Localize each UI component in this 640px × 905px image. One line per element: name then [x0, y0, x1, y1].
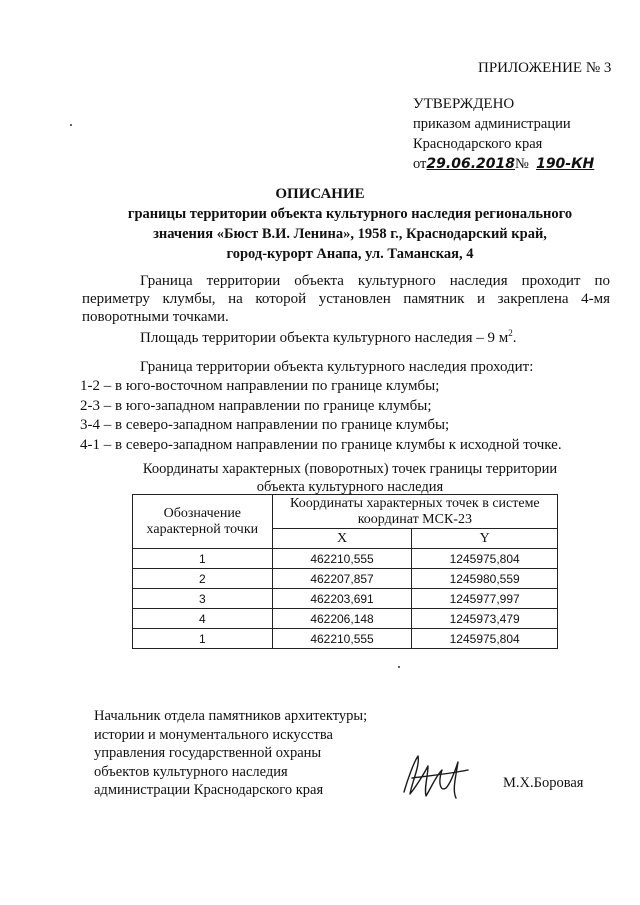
- direction-item: 4-1 – в северо-западном направлении по границе клумбы к исходной точке.: [80, 436, 562, 453]
- point-cell: 1: [133, 629, 273, 649]
- y-column-header: Y: [412, 529, 558, 549]
- point-cell: 3: [133, 589, 273, 609]
- scan-speck: [398, 666, 400, 668]
- area-paragraph: [140, 324, 600, 347]
- subheading-line-3: город-курорт Анапа, ул. Таманская, 4: [226, 246, 474, 262]
- signer-name: М.Х.Боровая: [503, 775, 584, 791]
- order-line: [413, 154, 594, 174]
- point-cell: 4: [133, 609, 273, 629]
- order-date: 29.06.2018: [426, 156, 515, 172]
- document-heading: ОПИСАНИЕ: [275, 186, 365, 202]
- table-caption-line-2: объекта культурного наследия: [256, 479, 444, 495]
- subheading-line-1: границы территории объекта культурного наследия регионального: [127, 206, 573, 222]
- subheading-line-2: значения «Бюст В.И. Ленина», 1958 г., Краснодарский край,: [153, 226, 547, 242]
- direction-list: [80, 377, 562, 455]
- signer-block: [94, 707, 367, 800]
- scan-speck: [70, 124, 72, 126]
- handwritten-signature: [398, 748, 478, 804]
- signer-line-4: объектов культурного наследия: [94, 763, 288, 780]
- appendix-label: ПРИЛОЖЕНИЕ № 3: [478, 60, 612, 76]
- approved-line-2: Краснодарского края: [413, 136, 543, 152]
- table-header-row: [133, 495, 558, 529]
- signer-line-5: администрации Краснодарского края: [94, 782, 324, 798]
- document-subheading: [80, 204, 620, 264]
- table-row: [133, 589, 558, 609]
- x-cell: 462207,857: [272, 569, 412, 589]
- x-cell: 462210,555: [272, 549, 412, 569]
- x-cell: 462210,555: [272, 629, 412, 649]
- y-cell: 1245975,804: [412, 629, 558, 649]
- boundary-description-paragraph: Граница территории объекта культурного наследия проходит по периметру клумбы, на которой установлен памятник и закреплена 4-мя поворотными точками.: [82, 273, 610, 325]
- direction-item: 3-4 – в северо-западном направлении по границе клумбы;: [80, 417, 450, 433]
- point-cell: 2: [133, 569, 273, 589]
- x-column-header: X: [272, 529, 412, 549]
- approval-block: [413, 94, 594, 174]
- point-cell: 1: [133, 549, 273, 569]
- direction-item: 2-3 – в юго-западном направлении по границе клумбы;: [80, 397, 432, 414]
- x-cell: 462206,148: [272, 609, 412, 629]
- area-unit-superscript: 2: [508, 328, 513, 338]
- signer-line-2: истории и монументального искусства: [94, 726, 333, 743]
- boundary-passes-paragraph: Граница территории объекта культурного наследия проходит:: [140, 359, 534, 375]
- area-text: Площадь территории объекта культурного наследия – 9 м: [140, 330, 509, 346]
- y-cell: 1245980,559: [412, 569, 558, 589]
- area-suffix: .: [512, 330, 517, 346]
- signer-line-1: Начальник отдела памятников архитектуры;: [94, 708, 368, 724]
- x-cell: 462203,691: [272, 589, 412, 609]
- point-column-header: Обозначение характерной точки: [133, 495, 273, 549]
- order-number: 190-КН: [536, 156, 595, 172]
- y-cell: 1245973,479: [412, 609, 558, 629]
- y-cell: 1245975,804: [412, 549, 558, 569]
- table-row: [133, 549, 558, 569]
- order-from-prefix: от: [413, 156, 427, 172]
- order-number-prefix: №: [514, 156, 529, 172]
- coordinates-column-header: Координаты характерных точек в системе координат МСК-23: [272, 495, 557, 529]
- table-caption: [100, 460, 600, 496]
- table-row: [133, 569, 558, 589]
- coordinates-table: [132, 494, 558, 649]
- y-cell: 1245977,997: [412, 589, 558, 609]
- approved-line-1: приказом администрации: [413, 116, 571, 132]
- direction-item: 1-2 – в юго-восточном направлении по границе клумбы;: [80, 378, 440, 394]
- table-row: [133, 629, 558, 649]
- approved-title: УТВЕРЖДЕНО: [413, 96, 515, 112]
- table-caption-line-1: Координаты характерных (поворотных) точек границы территории: [142, 461, 558, 477]
- signer-line-3: управления государственной охраны: [94, 745, 322, 761]
- table-row: [133, 609, 558, 629]
